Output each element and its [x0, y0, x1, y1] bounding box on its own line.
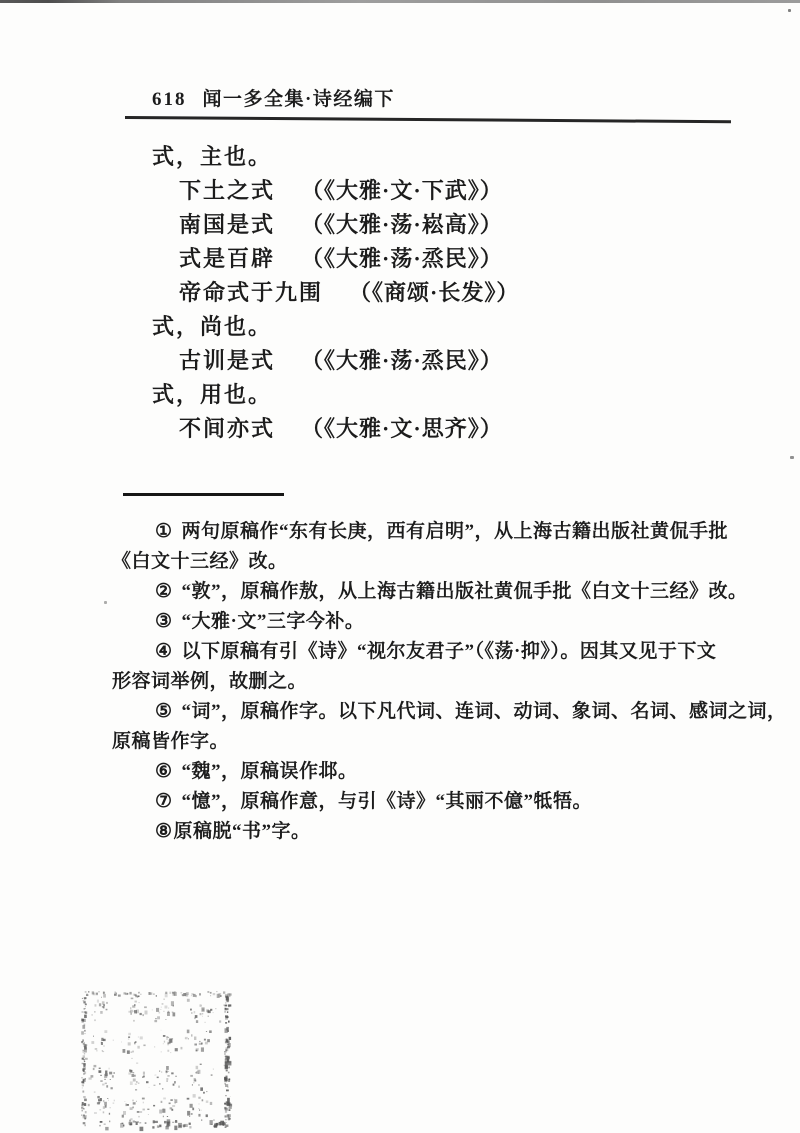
example-source: （《大雅·文·下武》）	[301, 178, 503, 203]
example-source: （《商颂·长发》）	[349, 280, 520, 305]
footnote-8	[112, 817, 752, 847]
example-phrase: 式是百辟	[179, 246, 276, 271]
footnote-marker: ①	[155, 521, 173, 542]
footnote-marker: ③	[155, 611, 173, 632]
footnote-text: 形容词举例，故删之。	[112, 671, 308, 692]
footnote-6	[112, 757, 752, 787]
footnote-marker: ④	[155, 641, 173, 662]
footnote-marker: ⑧	[155, 821, 173, 842]
header-rule	[125, 116, 731, 123]
footnote-marker: ⑤	[155, 701, 173, 722]
footnote-2	[112, 577, 752, 607]
footnote-text: “敦”，原稿作敖，从上海古籍出版社黄侃手批《白文十三经》改。	[181, 581, 748, 602]
example-source: （《大雅·荡·烝民》）	[301, 246, 503, 271]
example-source: （《大雅·荡·烝民》）	[301, 348, 503, 373]
example-phrase: 南国是式	[179, 212, 276, 237]
footnote-5	[112, 697, 787, 757]
example-phrase: 帝命式于九围	[179, 280, 324, 305]
example-phrase: 古训是式	[179, 348, 276, 373]
scan-speck	[790, 456, 794, 459]
main-text	[152, 140, 712, 446]
page-number: 618	[152, 89, 187, 110]
footnote-marker: ②	[155, 581, 173, 602]
footnote-4	[112, 637, 752, 697]
footnotes	[112, 517, 787, 847]
footnote-text: “大雅·文”三字今补。	[181, 611, 365, 632]
footnote-text: “魏”，原稿误作邶。	[181, 761, 358, 782]
footnote-text: 原稿皆作字。	[112, 731, 230, 752]
footnote-1	[112, 517, 752, 577]
scan-speck	[104, 601, 107, 604]
example-line	[152, 276, 712, 310]
footnote-text: 以下原稿有引《诗》“视尔友君子”（《荡·抑》）。因其又见于下文	[181, 641, 717, 662]
footnote-text: “词”，原稿作字。以下凡代词、连词、动词、象词、名词、感词之词，	[181, 701, 787, 722]
footnote-marker: ⑦	[155, 791, 173, 812]
example-line	[152, 242, 712, 276]
example-phrase: 下土之式	[179, 178, 276, 203]
example-line	[152, 208, 712, 242]
example-line	[152, 412, 712, 446]
book-title: 闻一多全集·诗经编下	[202, 89, 395, 110]
footnote-3	[112, 607, 752, 637]
footnote-text: “憶”，原稿作意，与引《诗》“其丽不億”牴牾。	[181, 791, 593, 812]
scan-speck	[788, 9, 791, 12]
example-line	[152, 344, 712, 378]
definition-line: 式，主也。	[152, 144, 273, 169]
footnote-text: 《白文十三经》改。	[112, 551, 288, 572]
footnote-divider	[123, 493, 284, 496]
running-head	[152, 84, 395, 111]
example-phrase: 不间亦式	[179, 416, 276, 441]
footnote-text: 原稿脱“书”字。	[173, 821, 311, 842]
definition-line: 式，用也。	[152, 382, 273, 407]
footnote-marker: ⑥	[155, 761, 173, 782]
scan-artifact-top-edge	[0, 0, 800, 3]
seal-stamp-image	[76, 983, 238, 1133]
footnote-7	[112, 787, 752, 817]
example-line	[152, 174, 712, 208]
definition-line: 式，尚也。	[152, 314, 273, 339]
example-source: （《大雅·文·思齐》）	[301, 416, 503, 441]
example-source: （《大雅·荡·崧高》）	[301, 212, 503, 237]
footnote-text: 两句原稿作“东有长庚，西有启明”，从上海古籍出版社黄侃手批	[181, 521, 729, 542]
